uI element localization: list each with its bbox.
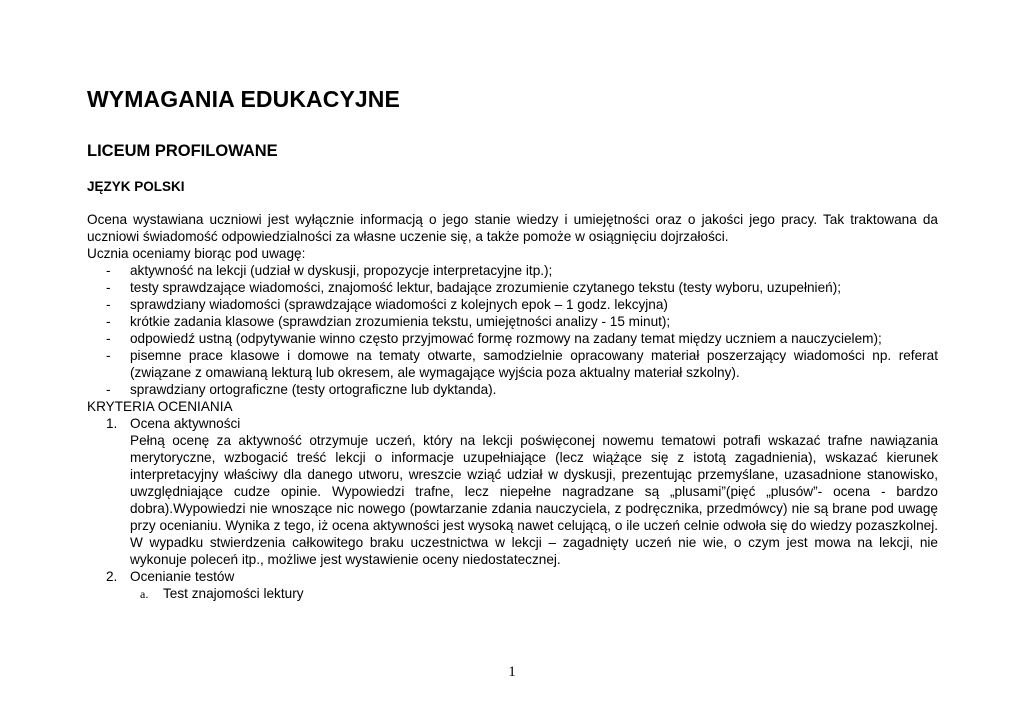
criteria-number: 1. <box>106 416 118 431</box>
list-item-text: odpowiedź ustną (odpytywanie winno często przyjmować formę rozmowy na zadany temat między uczniem a nauczycielem); <box>130 331 882 346</box>
dash-bullet: - <box>106 280 111 295</box>
lead-line: Uczniа oceniamy biorąc pod uwagę: <box>87 246 306 261</box>
page-number: 1 <box>508 664 516 680</box>
list-item <box>87 330 938 347</box>
document-body <box>87 211 938 602</box>
list-item <box>87 313 938 330</box>
list-item-text: sprawdziany wiadomości (sprawdzające wiadomości z kolejnych epok – 1 godz. lekcyjna) <box>130 297 668 312</box>
criteria-list <box>87 415 938 585</box>
criteria-item <box>87 568 938 585</box>
list-item <box>87 279 938 296</box>
dash-bullet: - <box>106 263 111 278</box>
criteria-number: 2. <box>106 569 118 584</box>
dash-bullet: - <box>106 314 111 329</box>
list-item <box>87 381 938 398</box>
list-item <box>87 262 938 279</box>
criteria-text: Pełną ocenę za aktywność otrzymuje uczeń, który na lekcji poświęconej nowemu tematowi potrafi wskazać trafne nawiązania merytoryczne, wzbogacić treść lekcji o informacje uzupełniające (lecz wiążące się z istotą zagadnienia), wskazać kierunek interpretacyjny właściwy dla danego utworu, wreszcie wziąć udział w dyskusji, prezentując przemyślane, uzasadnione stanowisko, uwzględniające cudze opinie. Wypowiedzi trafne, lecz niepełne nagradzane są „plusami”(pięć „plusów”- ocena - bardzo dobra).Wypowiedzi nie wnoszące nic nowego (powtarzanie zdania nauczyciela, z podręcznika, przedmówcy) nie są brane pod uwagę przy ocenianiu. Wynika z tego, iż ocena aktywności jest wysoką nawet celującą, o ile uczeń celnie odwoła się do wiedzy pozaszkolnej. W wypadku stwierdzenia całkowitego braku uczestnictwa w lekcji – zagadnięty uczeń nie wie, o czym jest mowa na lekcji, nie wykonuje poleceń itp., możliwe jest wystawienie oceny niedostatecznej. <box>130 433 938 567</box>
assessment-list <box>87 262 938 398</box>
document-title: WYMAGANIA EDUKACYJNE <box>87 86 400 112</box>
list-item-text: krótkie zadania klasowe (sprawdzian zrozumienia tekstu, umiejętności analizy - 15 minut); <box>130 314 671 329</box>
dash-bullet: - <box>106 331 111 346</box>
dash-bullet: - <box>106 348 111 363</box>
list-item <box>87 347 938 381</box>
subcriteria-label: Test znajomości lektury <box>163 586 304 601</box>
intro-paragraph: Ocena wystawiana uczniowi jest wyłącznie informacją o jego stanie wiedzy i umiejętności oraz o jakości jego pracy. Tak traktowana da uczniowi świadomość odpowiedzialności za własne uczenie się, a także pomoże w osiągnięciu dojrzałości. <box>87 212 938 244</box>
list-item-text: aktywność na lekcji (udział w dyskusji, propozycje interpretacyjne itp.); <box>130 263 553 278</box>
criteria-title: Ocenianie testów <box>130 569 235 584</box>
subcriteria-letter: a. <box>140 587 149 601</box>
subcriteria-item <box>130 585 938 602</box>
subject-heading: JĘZYK POLSKI <box>87 179 185 194</box>
list-item-text: testy sprawdzające wiadomości, znajomość lektur, badające zrozumienie czytanego tekstu (testy wyboru, uzupełnień); <box>130 280 841 295</box>
subcriteria-list <box>87 585 938 602</box>
criteria-heading: KRYTERIA OCENIANIA <box>87 399 233 414</box>
dash-bullet: - <box>106 382 111 397</box>
criteria-item <box>87 415 938 568</box>
list-item-text: sprawdziany ortograficzne (testy ortograficzne lub dyktanda). <box>130 382 497 397</box>
criteria-title: Ocena aktywności <box>130 416 241 431</box>
document-subtitle: LICEUM PROFILOWANE <box>87 142 278 160</box>
list-item <box>87 296 938 313</box>
dash-bullet: - <box>106 297 111 312</box>
list-item-text: pisemne prace klasowe i domowe na tematy otwarte, samodzielnie opracowany materiał poszerzający wiadomości np. referat (związane z omawianą lekturą lub okresem, ale wymagające wyjścia poza aktualny materiał szkolny). <box>130 348 938 380</box>
